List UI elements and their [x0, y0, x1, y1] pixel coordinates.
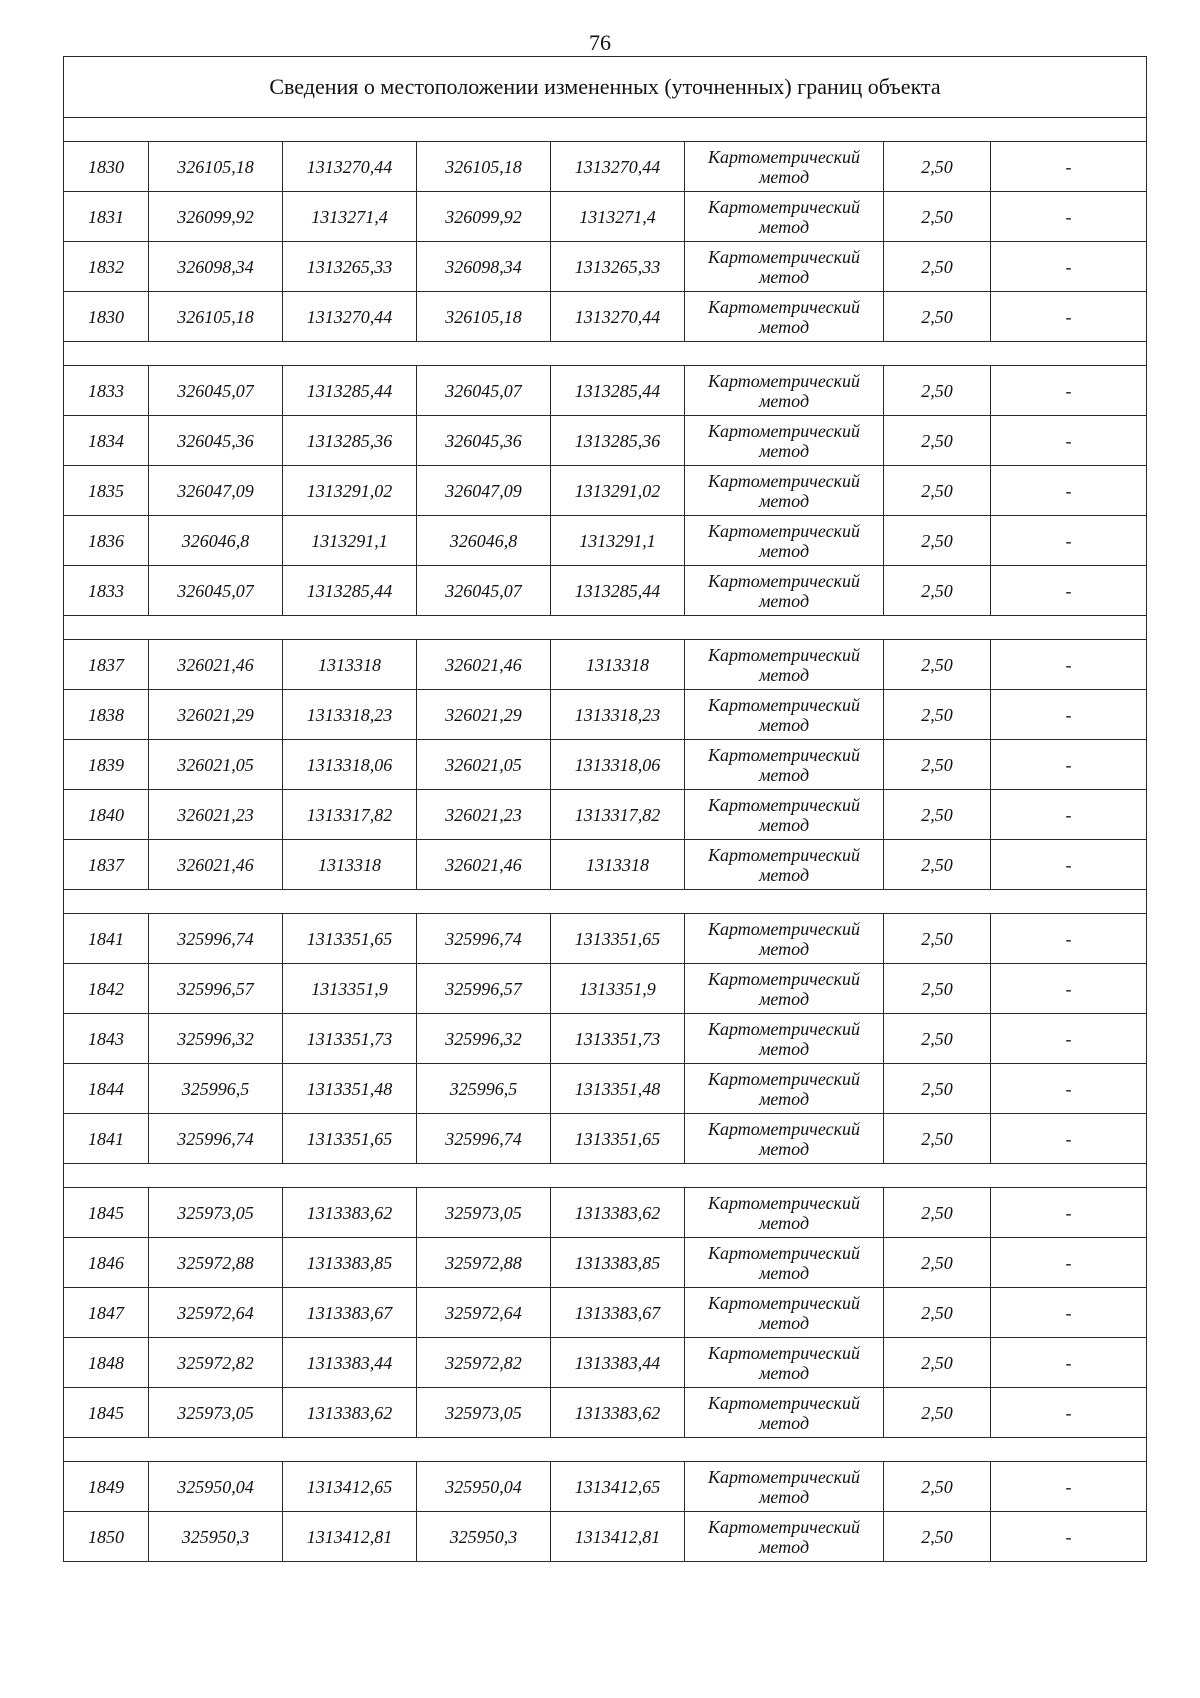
point-number-cell: 1845: [64, 1188, 149, 1238]
method-cell: Картометрический метод: [685, 640, 884, 690]
y-new-cell: 1313383,67: [551, 1288, 685, 1338]
table-row: [64, 1238, 1147, 1288]
y-new-cell: 1313265,33: [551, 242, 685, 292]
y-existing-cell: 1313351,9: [283, 964, 417, 1014]
description-cell: -: [991, 1338, 1147, 1388]
group-separator-row: [64, 118, 1147, 142]
x-new-cell: 326021,05: [417, 740, 551, 790]
group-separator-row: [64, 616, 1147, 640]
x-new-cell: 326105,18: [417, 142, 551, 192]
x-existing-cell: 326105,18: [149, 142, 283, 192]
x-new-cell: 325996,32: [417, 1014, 551, 1064]
method-cell: Картометрический метод: [685, 964, 884, 1014]
group-separator-cell: [64, 890, 1147, 914]
x-existing-cell: 325996,74: [149, 914, 283, 964]
accuracy-cell: 2,50: [884, 466, 991, 516]
table-row: [64, 466, 1147, 516]
table-row: [64, 840, 1147, 890]
x-new-cell: 326099,92: [417, 192, 551, 242]
y-existing-cell: 1313285,44: [283, 366, 417, 416]
description-cell: -: [991, 740, 1147, 790]
point-number-cell: 1834: [64, 416, 149, 466]
group-separator-row: [64, 342, 1147, 366]
y-existing-cell: 1313318: [283, 840, 417, 890]
y-new-cell: 1313351,48: [551, 1064, 685, 1114]
table-row: [64, 1064, 1147, 1114]
y-new-cell: 1313285,44: [551, 566, 685, 616]
table-row: [64, 416, 1147, 466]
point-number-cell: 1835: [64, 466, 149, 516]
method-cell: Картометрический метод: [685, 416, 884, 466]
accuracy-cell: 2,50: [884, 566, 991, 616]
table-row: [64, 566, 1147, 616]
y-new-cell: 1313351,65: [551, 1114, 685, 1164]
method-cell: Картометрический метод: [685, 840, 884, 890]
y-existing-cell: 1313285,36: [283, 416, 417, 466]
method-cell: Картометрический метод: [685, 142, 884, 192]
description-cell: -: [991, 1512, 1147, 1562]
table-row: [64, 790, 1147, 840]
accuracy-cell: 2,50: [884, 964, 991, 1014]
description-cell: -: [991, 914, 1147, 964]
x-new-cell: 325972,82: [417, 1338, 551, 1388]
method-cell: Картометрический метод: [685, 292, 884, 342]
method-cell: Картометрический метод: [685, 242, 884, 292]
point-number-cell: 1830: [64, 292, 149, 342]
x-new-cell: 326021,29: [417, 690, 551, 740]
y-new-cell: 1313351,73: [551, 1014, 685, 1064]
method-cell: Картометрический метод: [685, 1238, 884, 1288]
description-cell: -: [991, 964, 1147, 1014]
y-existing-cell: 1313270,44: [283, 142, 417, 192]
method-cell: Картометрический метод: [685, 914, 884, 964]
group-separator-cell: [64, 1164, 1147, 1188]
y-new-cell: 1313412,65: [551, 1462, 685, 1512]
group-separator-cell: [64, 1438, 1147, 1462]
y-new-cell: 1313285,36: [551, 416, 685, 466]
method-cell: Картометрический метод: [685, 690, 884, 740]
y-existing-cell: 1313318,06: [283, 740, 417, 790]
x-existing-cell: 325973,05: [149, 1388, 283, 1438]
table-row: [64, 142, 1147, 192]
y-new-cell: 1313318: [551, 640, 685, 690]
point-number-cell: 1841: [64, 914, 149, 964]
y-existing-cell: 1313383,85: [283, 1238, 417, 1288]
y-existing-cell: 1313383,62: [283, 1188, 417, 1238]
group-separator-cell: [64, 342, 1147, 366]
y-new-cell: 1313291,1: [551, 516, 685, 566]
description-cell: -: [991, 840, 1147, 890]
x-new-cell: 325996,57: [417, 964, 551, 1014]
x-existing-cell: 326021,29: [149, 690, 283, 740]
method-cell: Картометрический метод: [685, 1288, 884, 1338]
point-number-cell: 1848: [64, 1338, 149, 1388]
x-existing-cell: 325996,5: [149, 1064, 283, 1114]
description-cell: -: [991, 416, 1147, 466]
description-cell: -: [991, 242, 1147, 292]
accuracy-cell: 2,50: [884, 914, 991, 964]
method-cell: Картометрический метод: [685, 740, 884, 790]
table-row: [64, 1512, 1147, 1562]
y-existing-cell: 1313383,67: [283, 1288, 417, 1338]
table-row: [64, 292, 1147, 342]
table-row: [64, 1462, 1147, 1512]
table-title-row: [64, 57, 1147, 118]
description-cell: -: [991, 1114, 1147, 1164]
group-separator-cell: [64, 118, 1147, 142]
table-row: [64, 1014, 1147, 1064]
table-row: [64, 690, 1147, 740]
point-number-cell: 1845: [64, 1388, 149, 1438]
y-new-cell: 1313317,82: [551, 790, 685, 840]
x-existing-cell: 325972,88: [149, 1238, 283, 1288]
x-new-cell: 326021,46: [417, 640, 551, 690]
y-existing-cell: 1313318: [283, 640, 417, 690]
y-new-cell: 1313351,9: [551, 964, 685, 1014]
x-new-cell: 325972,88: [417, 1238, 551, 1288]
x-existing-cell: 325972,64: [149, 1288, 283, 1338]
method-cell: Картометрический метод: [685, 1462, 884, 1512]
x-existing-cell: 325950,04: [149, 1462, 283, 1512]
point-number-cell: 1831: [64, 192, 149, 242]
method-cell: Картометрический метод: [685, 1338, 884, 1388]
y-new-cell: 1313291,02: [551, 466, 685, 516]
y-new-cell: 1313318: [551, 840, 685, 890]
y-existing-cell: 1313351,65: [283, 1114, 417, 1164]
y-existing-cell: 1313317,82: [283, 790, 417, 840]
x-existing-cell: 325996,32: [149, 1014, 283, 1064]
description-cell: -: [991, 1462, 1147, 1512]
method-cell: Картометрический метод: [685, 1064, 884, 1114]
method-cell: Картометрический метод: [685, 366, 884, 416]
y-existing-cell: 1313265,33: [283, 242, 417, 292]
point-number-cell: 1833: [64, 366, 149, 416]
y-existing-cell: 1313351,73: [283, 1014, 417, 1064]
table-row: [64, 1114, 1147, 1164]
accuracy-cell: 2,50: [884, 1064, 991, 1114]
accuracy-cell: 2,50: [884, 242, 991, 292]
x-existing-cell: 326021,46: [149, 840, 283, 890]
table-row: [64, 516, 1147, 566]
description-cell: -: [991, 1188, 1147, 1238]
y-new-cell: 1313351,65: [551, 914, 685, 964]
x-new-cell: 326047,09: [417, 466, 551, 516]
table-row: [64, 192, 1147, 242]
x-new-cell: 326045,07: [417, 366, 551, 416]
accuracy-cell: 2,50: [884, 1114, 991, 1164]
method-cell: Картометрический метод: [685, 1114, 884, 1164]
accuracy-cell: 2,50: [884, 690, 991, 740]
x-new-cell: 326021,46: [417, 840, 551, 890]
method-cell: Картометрический метод: [685, 1188, 884, 1238]
accuracy-cell: 2,50: [884, 366, 991, 416]
x-existing-cell: 326021,46: [149, 640, 283, 690]
y-existing-cell: 1313318,23: [283, 690, 417, 740]
point-number-cell: 1837: [64, 640, 149, 690]
accuracy-cell: 2,50: [884, 142, 991, 192]
x-new-cell: 325996,74: [417, 914, 551, 964]
point-number-cell: 1842: [64, 964, 149, 1014]
y-new-cell: 1313318,23: [551, 690, 685, 740]
y-new-cell: 1313383,85: [551, 1238, 685, 1288]
method-cell: Картометрический метод: [685, 192, 884, 242]
x-existing-cell: 326105,18: [149, 292, 283, 342]
x-existing-cell: 325996,57: [149, 964, 283, 1014]
description-cell: -: [991, 790, 1147, 840]
x-new-cell: 326045,07: [417, 566, 551, 616]
x-new-cell: 325973,05: [417, 1388, 551, 1438]
point-number-cell: 1838: [64, 690, 149, 740]
page-number: 76: [589, 30, 611, 55]
table-title: Сведения о местоположении измененных (уточненных) границ объекта: [64, 57, 1147, 118]
description-cell: -: [991, 690, 1147, 740]
point-number-cell: 1840: [64, 790, 149, 840]
y-new-cell: 1313271,4: [551, 192, 685, 242]
x-existing-cell: 326099,92: [149, 192, 283, 242]
table-row: [64, 242, 1147, 292]
method-cell: Картометрический метод: [685, 516, 884, 566]
x-existing-cell: 326045,36: [149, 416, 283, 466]
x-new-cell: 325950,04: [417, 1462, 551, 1512]
accuracy-cell: 2,50: [884, 1338, 991, 1388]
method-cell: Картометрический метод: [685, 1014, 884, 1064]
group-separator-row: [64, 1164, 1147, 1188]
accuracy-cell: 2,50: [884, 416, 991, 466]
x-existing-cell: 326046,8: [149, 516, 283, 566]
point-number-cell: 1847: [64, 1288, 149, 1338]
x-existing-cell: 326021,05: [149, 740, 283, 790]
x-existing-cell: 325972,82: [149, 1338, 283, 1388]
point-number-cell: 1849: [64, 1462, 149, 1512]
description-cell: -: [991, 1238, 1147, 1288]
point-number-cell: 1843: [64, 1014, 149, 1064]
y-existing-cell: 1313291,1: [283, 516, 417, 566]
point-number-cell: 1844: [64, 1064, 149, 1114]
x-new-cell: 326105,18: [417, 292, 551, 342]
y-new-cell: 1313383,62: [551, 1188, 685, 1238]
table-row: [64, 1188, 1147, 1238]
method-cell: Картометрический метод: [685, 790, 884, 840]
description-cell: -: [991, 516, 1147, 566]
table-body: [64, 57, 1147, 1562]
y-existing-cell: 1313291,02: [283, 466, 417, 516]
description-cell: -: [991, 192, 1147, 242]
x-new-cell: 326045,36: [417, 416, 551, 466]
table-row: [64, 1288, 1147, 1338]
accuracy-cell: 2,50: [884, 1014, 991, 1064]
table-row: [64, 740, 1147, 790]
x-existing-cell: 326047,09: [149, 466, 283, 516]
point-number-cell: 1846: [64, 1238, 149, 1288]
point-number-cell: 1839: [64, 740, 149, 790]
y-existing-cell: 1313351,65: [283, 914, 417, 964]
group-separator-row: [64, 890, 1147, 914]
table-row: [64, 1338, 1147, 1388]
y-new-cell: 1313285,44: [551, 366, 685, 416]
accuracy-cell: 2,50: [884, 516, 991, 566]
x-existing-cell: 325950,3: [149, 1512, 283, 1562]
table-row: [64, 1388, 1147, 1438]
point-number-cell: 1830: [64, 142, 149, 192]
accuracy-cell: 2,50: [884, 1288, 991, 1338]
description-cell: -: [991, 292, 1147, 342]
y-new-cell: 1313270,44: [551, 142, 685, 192]
table-row: [64, 366, 1147, 416]
table-row: [64, 914, 1147, 964]
x-new-cell: 325973,05: [417, 1188, 551, 1238]
y-existing-cell: 1313285,44: [283, 566, 417, 616]
group-separator-row: [64, 1438, 1147, 1462]
x-existing-cell: 326045,07: [149, 566, 283, 616]
method-cell: Картометрический метод: [685, 1512, 884, 1562]
accuracy-cell: 2,50: [884, 192, 991, 242]
description-cell: -: [991, 640, 1147, 690]
coordinates-table: [63, 56, 1147, 1562]
accuracy-cell: 2,50: [884, 1512, 991, 1562]
method-cell: Картометрический метод: [685, 1388, 884, 1438]
description-cell: -: [991, 1288, 1147, 1338]
accuracy-cell: 2,50: [884, 1238, 991, 1288]
accuracy-cell: 2,50: [884, 1188, 991, 1238]
accuracy-cell: 2,50: [884, 840, 991, 890]
method-cell: Картометрический метод: [685, 566, 884, 616]
x-new-cell: 326098,34: [417, 242, 551, 292]
description-cell: -: [991, 366, 1147, 416]
point-number-cell: 1836: [64, 516, 149, 566]
point-number-cell: 1832: [64, 242, 149, 292]
x-new-cell: 325996,5: [417, 1064, 551, 1114]
point-number-cell: 1837: [64, 840, 149, 890]
x-existing-cell: 326021,23: [149, 790, 283, 840]
y-new-cell: 1313270,44: [551, 292, 685, 342]
table-row: [64, 640, 1147, 690]
y-new-cell: 1313318,06: [551, 740, 685, 790]
point-number-cell: 1833: [64, 566, 149, 616]
x-new-cell: 326046,8: [417, 516, 551, 566]
group-separator-cell: [64, 616, 1147, 640]
y-new-cell: 1313383,62: [551, 1388, 685, 1438]
point-number-cell: 1841: [64, 1114, 149, 1164]
y-existing-cell: 1313412,81: [283, 1512, 417, 1562]
description-cell: -: [991, 466, 1147, 516]
accuracy-cell: 2,50: [884, 640, 991, 690]
method-cell: Картометрический метод: [685, 466, 884, 516]
y-existing-cell: 1313383,62: [283, 1388, 417, 1438]
accuracy-cell: 2,50: [884, 740, 991, 790]
accuracy-cell: 2,50: [884, 292, 991, 342]
point-number-cell: 1850: [64, 1512, 149, 1562]
accuracy-cell: 2,50: [884, 1388, 991, 1438]
x-existing-cell: 326098,34: [149, 242, 283, 292]
y-existing-cell: 1313270,44: [283, 292, 417, 342]
description-cell: -: [991, 566, 1147, 616]
x-existing-cell: 325996,74: [149, 1114, 283, 1164]
description-cell: -: [991, 1014, 1147, 1064]
y-new-cell: 1313412,81: [551, 1512, 685, 1562]
x-new-cell: 326021,23: [417, 790, 551, 840]
y-existing-cell: 1313351,48: [283, 1064, 417, 1114]
x-new-cell: 325996,74: [417, 1114, 551, 1164]
accuracy-cell: 2,50: [884, 790, 991, 840]
x-existing-cell: 325973,05: [149, 1188, 283, 1238]
x-existing-cell: 326045,07: [149, 366, 283, 416]
description-cell: -: [991, 142, 1147, 192]
y-new-cell: 1313383,44: [551, 1338, 685, 1388]
y-existing-cell: 1313412,65: [283, 1462, 417, 1512]
accuracy-cell: 2,50: [884, 1462, 991, 1512]
description-cell: -: [991, 1064, 1147, 1114]
y-existing-cell: 1313383,44: [283, 1338, 417, 1388]
x-new-cell: 325972,64: [417, 1288, 551, 1338]
description-cell: -: [991, 1388, 1147, 1438]
y-existing-cell: 1313271,4: [283, 192, 417, 242]
table-row: [64, 964, 1147, 1014]
x-new-cell: 325950,3: [417, 1512, 551, 1562]
